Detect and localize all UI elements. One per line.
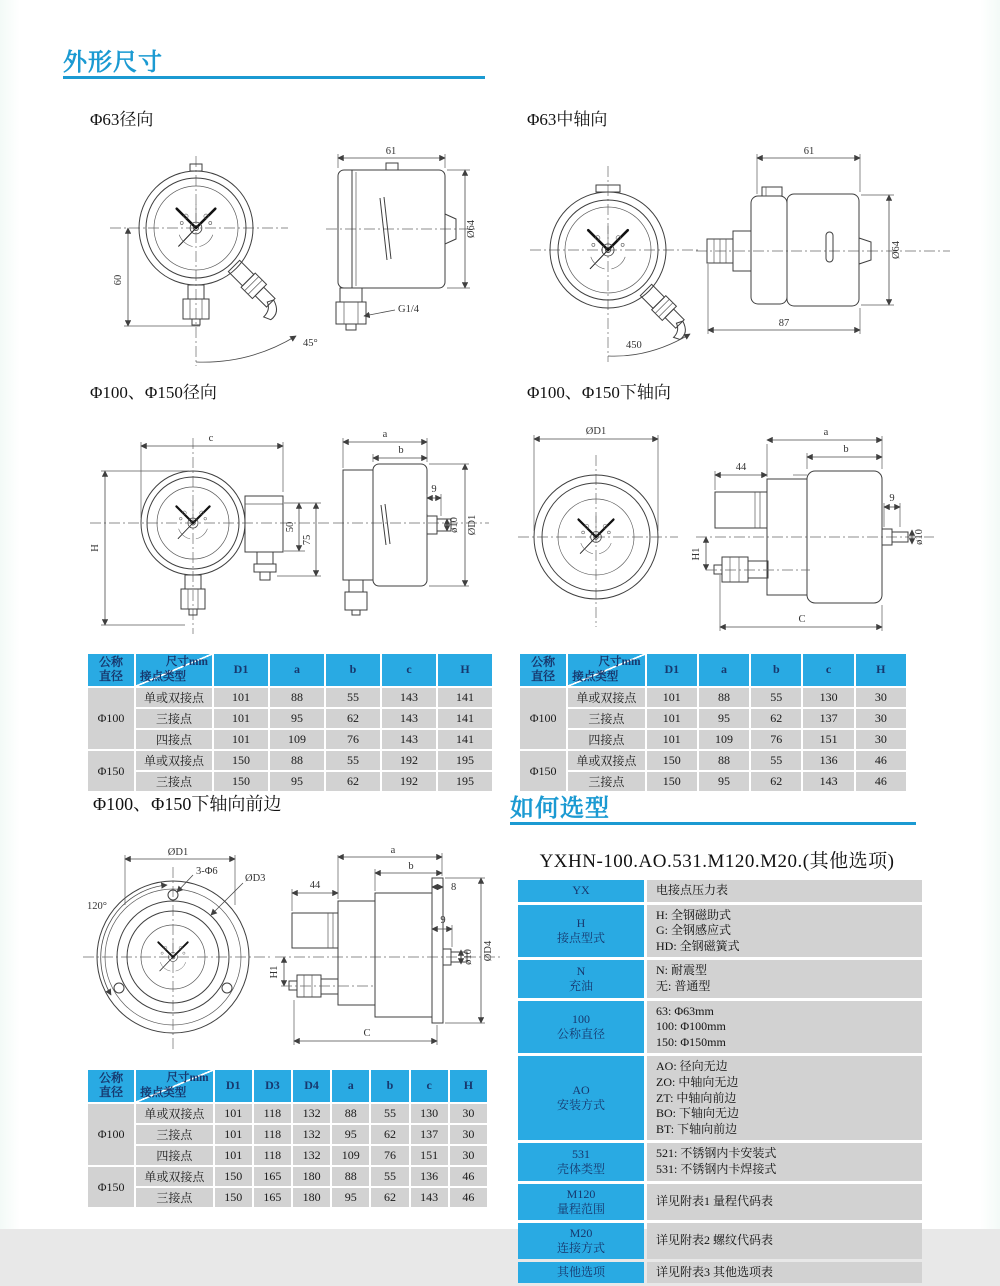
value-cell: 55 (751, 688, 801, 707)
selection-code: M120 (566, 1186, 596, 1201)
col-header-dim: c (411, 1070, 448, 1102)
selection-label: 壳体类型 (556, 1161, 605, 1176)
selection-code: N (576, 963, 586, 978)
contact-type-cell: 三接点 (568, 772, 644, 791)
value-cell: 151 (411, 1146, 448, 1165)
selection-desc-line: 521: 不锈钢内卡安装式 (656, 1146, 777, 1161)
selection-code-cell (518, 1262, 644, 1284)
section-label-d100-radial: Φ100、Φ150径向 (90, 383, 217, 402)
value-cell: 180 (293, 1188, 330, 1207)
selection-desc-line: 详见附表2 螺纹代码表 (656, 1232, 774, 1247)
value-cell: 143 (411, 1188, 448, 1207)
header-row (88, 1070, 487, 1102)
value-cell: 88 (332, 1104, 369, 1123)
contact-type-cell: 三接点 (136, 1188, 212, 1207)
value-cell: 141 (438, 730, 492, 749)
table-row (88, 1188, 487, 1207)
diameter-cell: Φ150 (520, 751, 566, 791)
selection-desc-line: 电接点压力表 (656, 883, 729, 897)
value-cell: 118 (254, 1125, 291, 1144)
dim-label: a (390, 845, 396, 856)
col-header-dim: D1 (214, 654, 268, 686)
dim-label: 450 (626, 340, 642, 351)
selection-desc-line: ZT: 中轴向前边 (656, 1090, 737, 1105)
corner-label-size: 尺寸mm (598, 656, 641, 668)
value-cell: 46 (450, 1188, 487, 1207)
selection-desc-cell (647, 1184, 922, 1220)
value-cell: 46 (856, 751, 906, 770)
howto-underline (510, 822, 916, 825)
table-row (520, 751, 906, 770)
col-header-dim: a (332, 1070, 369, 1102)
value-cell: 195 (438, 751, 492, 770)
value-cell: 150 (647, 772, 697, 791)
value-cell: 150 (214, 772, 268, 791)
selection-table (518, 880, 922, 1286)
selection-desc-line: 63: Φ63mm (656, 1003, 714, 1018)
dim-label: 9 (440, 915, 446, 926)
value-cell: 180 (293, 1167, 330, 1186)
howto-title: 如何选型 (510, 796, 610, 822)
value-cell: 150 (647, 751, 697, 770)
contact-type-cell: 单或双接点 (568, 688, 644, 707)
table-row (520, 730, 906, 749)
dim-label: ø10 (463, 949, 474, 965)
dimension-table (86, 652, 494, 793)
header-row (88, 654, 492, 686)
selection-code: 100 (572, 1011, 590, 1026)
header-row (520, 654, 906, 686)
selection-row (518, 1001, 922, 1054)
table-row (88, 730, 492, 749)
value-cell: 76 (326, 730, 380, 749)
dim-label: C (798, 614, 806, 625)
dimension-table-radial (86, 652, 494, 793)
selection-desc-line: 详见附表1 量程代码表 (656, 1193, 774, 1208)
selection-desc-line: 150: Φ150mm (656, 1034, 726, 1049)
selection-code-cell (518, 1143, 644, 1180)
dim-label: 45° (303, 338, 318, 349)
value-cell: 137 (411, 1125, 448, 1144)
corner-label-contact-type: 接点类型 (140, 670, 186, 683)
page-title: 外形尺寸 (63, 50, 163, 76)
value-cell: 55 (371, 1104, 408, 1123)
value-cell: 30 (856, 688, 906, 707)
col-header-diameter: 公称 直径 (88, 654, 134, 686)
dim-label: 8 (451, 882, 457, 893)
selection-desc-cell (647, 1262, 922, 1284)
selection-row (518, 1223, 922, 1259)
dim-label: 61 (803, 146, 815, 157)
value-cell: 143 (803, 772, 853, 791)
selection-code: H (576, 915, 586, 930)
corner-label-size: 尺寸mm (166, 1072, 209, 1084)
selection-code-cell (518, 1223, 644, 1259)
selection-desc-cell (647, 905, 922, 958)
col-header-dim: a (270, 654, 324, 686)
selection-desc-line: G: 全钢感应式 (656, 923, 732, 938)
selection-desc-line: ZO: 中轴向无边 (656, 1074, 739, 1089)
col-header-dim: H (856, 654, 906, 686)
col-header-dim: D1 (647, 654, 697, 686)
drawing-d100-bottom-front (75, 845, 515, 1060)
value-cell: 136 (803, 751, 853, 770)
selection-row (518, 1056, 922, 1140)
dim-label: a (382, 429, 388, 440)
col-header-diameter: 公称 直径 (88, 1070, 134, 1102)
table-row (88, 1104, 487, 1123)
dim-label: ØD1 (467, 514, 478, 536)
table-row (520, 688, 906, 707)
value-cell: 95 (270, 772, 324, 791)
dim-label: ØD1 (167, 847, 189, 858)
value-cell: 101 (215, 1104, 252, 1123)
selection-desc-cell (647, 1001, 922, 1054)
selection-label: 安装方式 (556, 1098, 605, 1113)
value-cell: 101 (214, 688, 268, 707)
value-cell: 30 (450, 1104, 487, 1123)
col-header-dim: b (371, 1070, 408, 1102)
value-cell: 141 (438, 709, 492, 728)
value-cell: 95 (332, 1188, 369, 1207)
value-cell: 88 (699, 688, 749, 707)
selection-desc-line: H: 全钢磁助式 (656, 907, 732, 922)
dim-label: 9 (889, 493, 895, 504)
selection-label: 连接方式 (556, 1240, 605, 1255)
contact-type-cell: 单或双接点 (568, 751, 644, 770)
diameter-cell: Φ100 (520, 688, 566, 749)
dim-label: H1 (269, 965, 280, 979)
col-header-dim: H (450, 1070, 487, 1102)
selection-desc-line: 无: 普通型 (656, 978, 711, 993)
dim-label: 60 (113, 274, 124, 286)
section-label-d63-radial: Φ63径向 (90, 110, 154, 129)
value-cell: 101 (214, 730, 268, 749)
selection-label: 量程范围 (556, 1201, 605, 1216)
selection-code-cell (518, 905, 644, 958)
dim-label: G1/4 (398, 304, 419, 315)
contact-type-cell: 单或双接点 (136, 688, 212, 707)
selection-code: M20 (569, 1225, 593, 1240)
selection-label: 充油 (568, 978, 593, 993)
col-header-dim: b (326, 654, 380, 686)
selection-row (518, 905, 922, 958)
col-header-size-type (136, 1070, 212, 1102)
value-cell: 88 (332, 1167, 369, 1186)
dim-label: 120° (87, 901, 107, 912)
col-header-dim: H (438, 654, 492, 686)
value-cell: 101 (214, 709, 268, 728)
value-cell: 55 (751, 751, 801, 770)
value-cell: 88 (699, 751, 749, 770)
value-cell: 101 (215, 1125, 252, 1144)
selection-desc-line: N: 耐震型 (656, 963, 708, 978)
drawing-d100-radial (85, 420, 495, 640)
col-header-size-type (136, 654, 212, 686)
col-header-dim: c (382, 654, 436, 686)
selection-row (518, 1262, 922, 1284)
value-cell: 101 (647, 730, 697, 749)
dim-label: H (90, 544, 101, 552)
dim-label: a (823, 427, 829, 438)
value-cell: 62 (751, 709, 801, 728)
selection-code-cell (518, 960, 644, 997)
value-cell: 136 (411, 1167, 448, 1186)
value-cell: 150 (214, 751, 268, 770)
dim-label: ØD4 (483, 940, 494, 962)
selection-desc-line: 531: 不锈钢内卡焊接式 (656, 1161, 777, 1176)
drawing-d100-bottom-axial (510, 415, 980, 645)
value-cell: 151 (803, 730, 853, 749)
value-cell: 143 (382, 688, 436, 707)
value-cell: 55 (326, 751, 380, 770)
selection-desc-line: 详见附表3 其他选项表 (656, 1264, 774, 1279)
value-cell: 141 (438, 688, 492, 707)
value-cell: 101 (647, 688, 697, 707)
value-cell: 95 (699, 772, 749, 791)
selection-row (518, 1143, 922, 1180)
col-header-dim: a (699, 654, 749, 686)
selection-desc-line: BO: 下轴向无边 (656, 1106, 740, 1121)
selection-code: 其他选项 (556, 1264, 605, 1279)
contact-type-cell: 单或双接点 (136, 1104, 212, 1123)
value-cell: 95 (270, 709, 324, 728)
value-cell: 62 (371, 1188, 408, 1207)
table-row (88, 709, 492, 728)
value-cell: 130 (411, 1104, 448, 1123)
dim-label: ø10 (449, 517, 460, 533)
selection-code-cell (518, 1056, 644, 1140)
value-cell: 109 (270, 730, 324, 749)
value-cell: 143 (382, 709, 436, 728)
dim-label: C (363, 1028, 371, 1039)
value-cell: 165 (254, 1167, 291, 1186)
dimension-table-bottom-front (86, 1068, 489, 1209)
selection-row (518, 1184, 922, 1220)
dim-label: 44 (735, 462, 747, 473)
value-cell: 109 (699, 730, 749, 749)
value-cell: 88 (270, 751, 324, 770)
value-cell: 150 (215, 1167, 252, 1186)
title-underline (63, 76, 485, 79)
contact-type-cell: 三接点 (136, 772, 212, 791)
value-cell: 195 (438, 772, 492, 791)
dim-label: ø10 (914, 529, 925, 545)
dim-label: 75 (302, 534, 313, 546)
value-cell: 143 (382, 730, 436, 749)
col-header-dim: D3 (254, 1070, 291, 1102)
value-cell: 101 (215, 1146, 252, 1165)
section-label-d100-bottom-axial: Φ100、Φ150下轴向 (527, 383, 671, 402)
value-cell: 30 (856, 709, 906, 728)
value-cell: 46 (450, 1167, 487, 1186)
dim-label: c (208, 433, 214, 444)
value-cell: 55 (326, 688, 380, 707)
selection-desc-line: HD: 全钢磁簧式 (656, 938, 740, 953)
table-row (88, 1167, 487, 1186)
value-cell: 62 (751, 772, 801, 791)
dim-label: b (843, 444, 849, 455)
selection-desc-cell (647, 960, 922, 997)
corner-label-contact-type: 接点类型 (140, 1086, 187, 1099)
selection-row (518, 880, 922, 902)
value-cell: 118 (254, 1146, 291, 1165)
value-cell: 30 (450, 1125, 487, 1144)
dimension-table-bottom-axial (518, 652, 908, 793)
selection-code: YX (572, 883, 590, 898)
value-cell: 76 (371, 1146, 408, 1165)
col-header-dim: b (751, 654, 801, 686)
col-header-dim: D4 (293, 1070, 330, 1102)
value-cell: 150 (215, 1188, 252, 1207)
selection-desc-cell (647, 1056, 922, 1140)
value-cell: 192 (382, 772, 436, 791)
contact-type-cell: 三接点 (136, 709, 212, 728)
value-cell: 30 (450, 1146, 487, 1165)
dim-label: Ø64 (466, 219, 477, 239)
table-row (88, 772, 492, 791)
value-cell: 118 (254, 1104, 291, 1123)
drawing-d63-axial (530, 140, 970, 370)
dim-label: 61 (385, 146, 397, 157)
drawing-d63-radial (100, 140, 480, 370)
value-cell: 76 (751, 730, 801, 749)
selection-desc-line: AO: 径向无边 (656, 1059, 728, 1074)
contact-type-cell: 三接点 (136, 1125, 212, 1144)
dim-label: 50 (285, 521, 296, 533)
value-cell: 165 (254, 1188, 291, 1207)
selection-desc-cell (647, 1143, 922, 1180)
value-cell: 46 (856, 772, 906, 791)
section-label-d63-axial: Φ63中轴向 (527, 110, 608, 129)
selection-label: 接点型式 (556, 930, 605, 945)
value-cell: 62 (326, 709, 380, 728)
value-cell: 95 (332, 1125, 369, 1144)
dim-label: 3-Φ6 (196, 866, 218, 877)
contact-type-cell: 三接点 (568, 709, 644, 728)
col-header-dim: c (803, 654, 853, 686)
selection-code-cell (518, 1184, 644, 1220)
selection-desc-cell (647, 1223, 922, 1259)
dim-label: 9 (431, 484, 437, 495)
table-row (88, 1125, 487, 1144)
value-cell: 101 (647, 709, 697, 728)
contact-type-cell: 四接点 (568, 730, 644, 749)
value-cell: 132 (293, 1104, 330, 1123)
selection-code-cell (518, 880, 644, 902)
selection-code-cell (518, 1001, 644, 1054)
corner-label-size: 尺寸mm (165, 656, 208, 668)
dim-label: ØD1 (585, 426, 607, 437)
dim-label: 44 (309, 880, 321, 891)
dimension-table (518, 652, 908, 793)
diameter-cell: Φ100 (88, 1104, 134, 1165)
table-row (88, 1146, 487, 1165)
table-row (520, 772, 906, 791)
value-cell: 88 (270, 688, 324, 707)
value-cell: 132 (293, 1125, 330, 1144)
value-cell: 192 (382, 751, 436, 770)
value-cell: 137 (803, 709, 853, 728)
col-header-size-type (568, 654, 644, 686)
table-row (520, 709, 906, 728)
value-cell: 132 (293, 1146, 330, 1165)
dim-label: ØD3 (245, 873, 266, 884)
value-cell: 95 (699, 709, 749, 728)
col-header-dim: D1 (215, 1070, 252, 1102)
selection-desc-line: BT: 下轴向前边 (656, 1121, 738, 1136)
table-row (88, 688, 492, 707)
model-code: YXHN-100.AO.531.M120.M20.(其他选项) (539, 851, 895, 872)
selection-desc-line: 100: Φ100mm (656, 1019, 726, 1034)
selection-desc-cell (647, 880, 922, 902)
dim-label: b (408, 861, 414, 872)
contact-type-cell: 四接点 (136, 730, 212, 749)
selection-label: 公称直径 (556, 1026, 605, 1041)
dimension-table (86, 1068, 489, 1209)
contact-type-cell: 四接点 (136, 1146, 212, 1165)
diameter-cell: Φ100 (88, 688, 134, 749)
diameter-cell: Φ150 (88, 751, 134, 791)
selection-code: AO (572, 1083, 590, 1098)
table-row (88, 751, 492, 770)
value-cell: 30 (856, 730, 906, 749)
dim-label: H1 (691, 547, 702, 561)
value-cell: 62 (371, 1125, 408, 1144)
contact-type-cell: 单或双接点 (136, 751, 212, 770)
value-cell: 62 (326, 772, 380, 791)
value-cell: 130 (803, 688, 853, 707)
section-label-d100-bottom-front: Φ100、Φ150下轴向前边 (93, 794, 282, 814)
diameter-cell: Φ150 (88, 1167, 134, 1207)
selection-code: 531 (572, 1146, 590, 1161)
value-cell: 109 (332, 1146, 369, 1165)
selection-row (518, 960, 922, 997)
dim-label: Ø64 (891, 240, 902, 260)
corner-label-contact-type: 接点类型 (572, 670, 619, 683)
dim-label: b (398, 445, 404, 456)
dim-label: 87 (778, 318, 790, 329)
value-cell: 55 (371, 1167, 408, 1186)
contact-type-cell: 单或双接点 (136, 1167, 212, 1186)
col-header-diameter: 公称 直径 (520, 654, 566, 686)
